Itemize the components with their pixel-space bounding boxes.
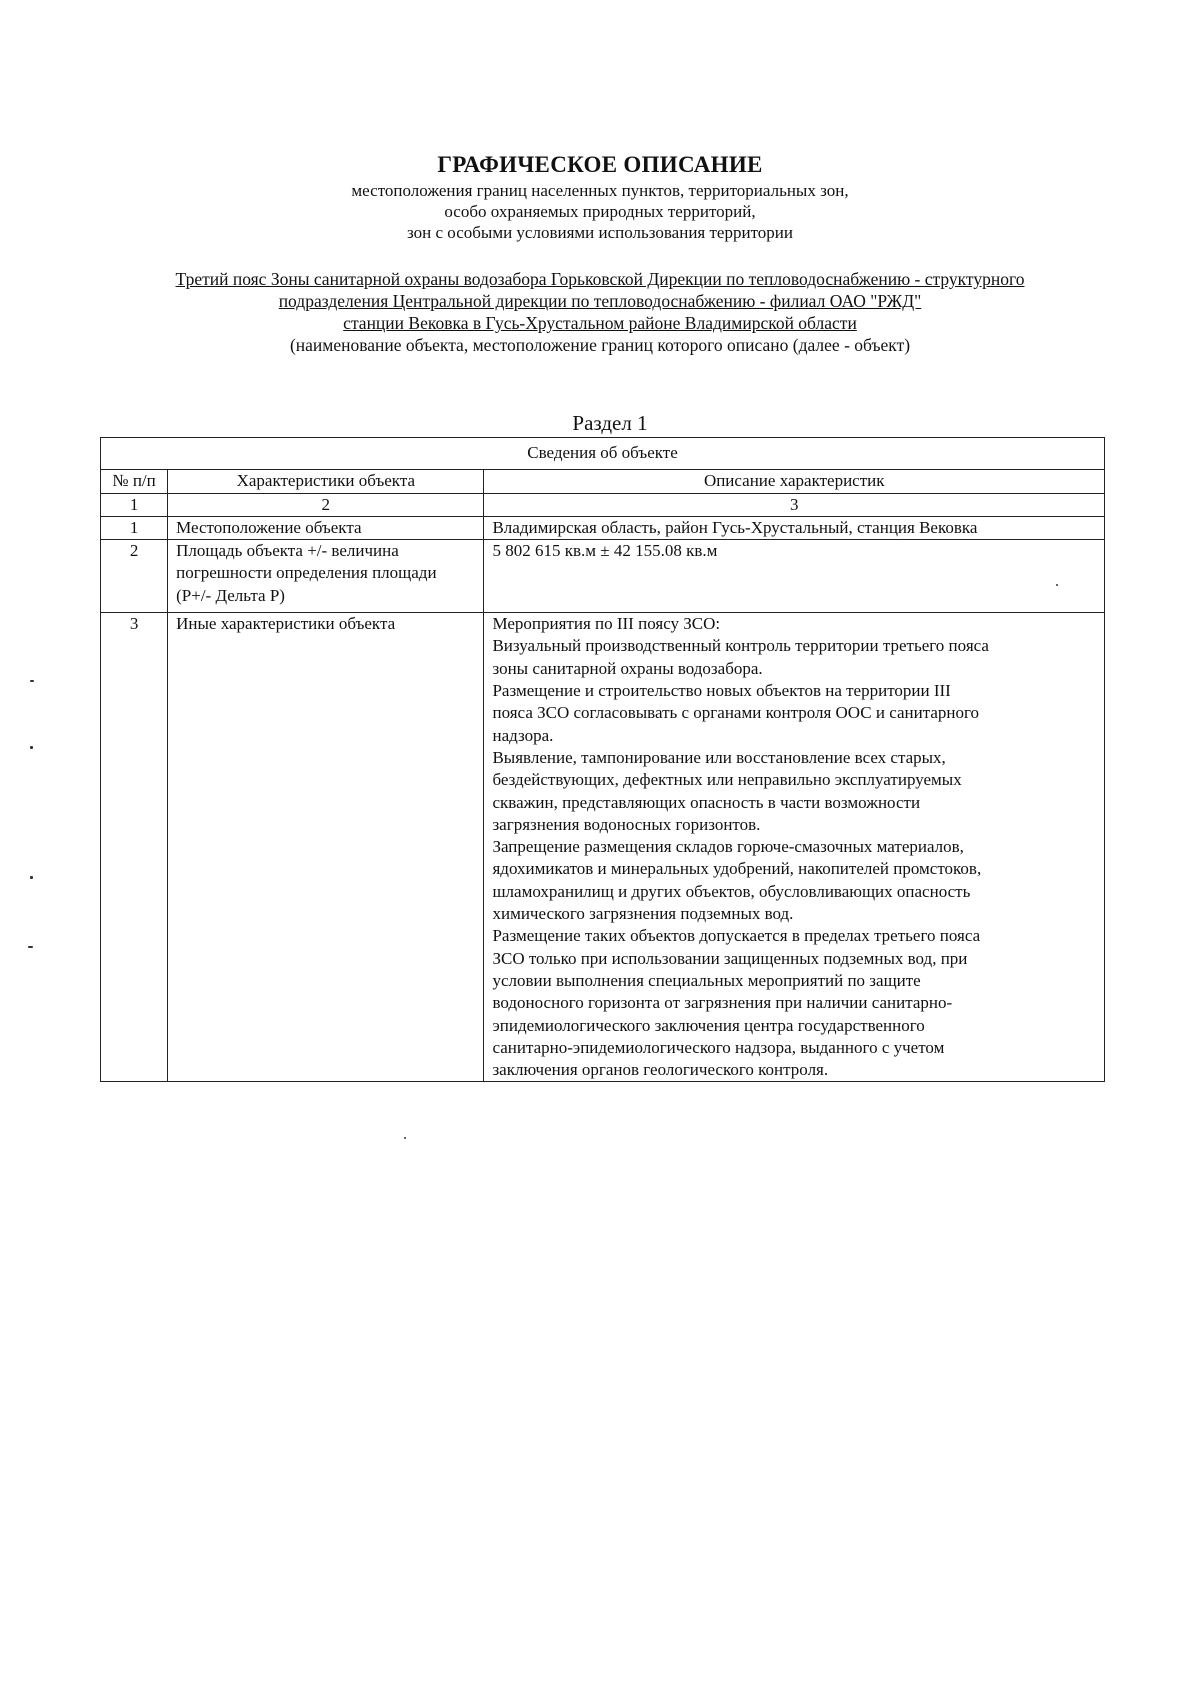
description-line: зоны санитарной охраны водозабора. [492, 658, 763, 678]
description-line: эпидемиологического заключения центра государственного [492, 1015, 925, 1035]
description-line: пояса ЗСО согласовывать с органами контроля ООС и санитарного [492, 703, 980, 723]
column-number: 1 [101, 493, 168, 516]
table-column-number-row [101, 493, 1105, 516]
row-description [484, 516, 1105, 539]
description-line: Выявление, тампонирование или восстановление всех старых, [492, 747, 946, 767]
description-line: шламохранилищ и других объектов, обусловливающих опасность [492, 881, 971, 901]
description-line: санитарно-эпидемиологического надзора, выданного с учетом [492, 1037, 945, 1057]
table-row [101, 613, 1105, 1082]
table-caption-row [101, 438, 1105, 470]
description-line: ядохимикатов и минеральных удобрений, накопителей промстоков, [492, 859, 982, 879]
column-header: Характеристики объекта [168, 470, 484, 493]
row-description [484, 613, 1105, 1082]
description-line: Владимирская область, район Гусь-Хрустальный, станция Вековка [492, 517, 978, 537]
object-name-block [0, 268, 1200, 356]
characteristic-line: погрешности определения площади [176, 563, 437, 583]
description-line: надзора. [492, 725, 554, 745]
description-line: заключения органов геологического контроля. [492, 1060, 829, 1080]
column-header: № п/п [101, 470, 168, 493]
object-info-table [100, 437, 1105, 1082]
scan-speck [30, 680, 34, 682]
object-name-line: подразделения Центральной дирекции по тепловодоснабжению - филиал ОАО "РЖД" [278, 291, 922, 311]
description-line: ЗСО только при использовании защищенных подземных вод, при [492, 948, 968, 968]
description-line: скважин, представляющих опасность в части возможности [492, 792, 921, 812]
description-line: Размещение таких объектов допускается в пределах третьего пояса [492, 926, 981, 946]
description-line: водоносного горизонта от загрязнения при наличии санитарно- [492, 993, 953, 1013]
object-name-line: Третий пояс Зоны санитарной охраны водозабора Горьковской Дирекции по тепловодоснабжению - структурного [175, 269, 1025, 289]
row-number: 2 [101, 540, 168, 613]
column-number: 2 [168, 493, 484, 516]
column-header: Описание характеристик [484, 470, 1105, 493]
table-row [101, 516, 1105, 539]
description-line: Визуальный производственный контроль территории третьего пояса [492, 636, 989, 656]
description-line: 5 802 615 кв.м ± 42 155.08 кв.м [492, 541, 718, 561]
row-number: 3 [101, 613, 168, 1082]
scan-speck [28, 946, 33, 948]
table-caption: Сведения об объекте [101, 438, 1105, 470]
document-heading [0, 150, 1200, 243]
object-name-line: станции Вековка в Гусь-Хрустальном районе Владимирской области [343, 313, 857, 333]
scan-speck [404, 1137, 406, 1139]
description-line: химического загрязнения подземных вод. [492, 904, 794, 924]
description-line: Мероприятия по III поясу ЗСО: [492, 614, 721, 634]
document-subtitle-line: зон с особыми условиями использования территории [407, 223, 793, 242]
description-line: Размещение и строительство новых объектов на территории III [492, 681, 951, 701]
row-number: 1 [101, 516, 168, 539]
row-characteristic: Местоположение объекта [168, 516, 484, 539]
scan-speck [30, 876, 33, 879]
description-line: условии выполнения специальных мероприятий по защите [492, 970, 921, 990]
row-description [484, 540, 1105, 613]
table-header-row [101, 470, 1105, 493]
characteristic-line: Площадь объекта +/- величина [176, 541, 399, 561]
row-characteristic: Иные характеристики объекта [168, 613, 484, 1082]
scan-speck [1056, 584, 1058, 586]
description-line: Запрещение размещения складов горюче-смазочных материалов, [492, 837, 964, 857]
section-label: Раздел 1 [572, 411, 648, 435]
scan-speck [30, 746, 33, 749]
document-title: ГРАФИЧЕСКОЕ ОПИСАНИЕ [437, 152, 763, 177]
description-line: бездействующих, дефектных или неправильно эксплуатируемых [492, 770, 962, 790]
row-characteristic [168, 540, 484, 613]
object-caption: (наименование объекта, местоположение границ которого описано (далее - объект) [289, 335, 911, 355]
column-number: 3 [484, 493, 1105, 516]
characteristic-line: (Р+/- Дельта Р) [176, 585, 285, 605]
document-subtitle-line: особо охраняемых природных территорий, [444, 202, 756, 221]
table-row [101, 540, 1105, 613]
description-line: загрязнения водоносных горизонтов. [492, 814, 761, 834]
document-subtitle-line: местоположения границ населенных пунктов, территориальных зон, [351, 181, 849, 200]
